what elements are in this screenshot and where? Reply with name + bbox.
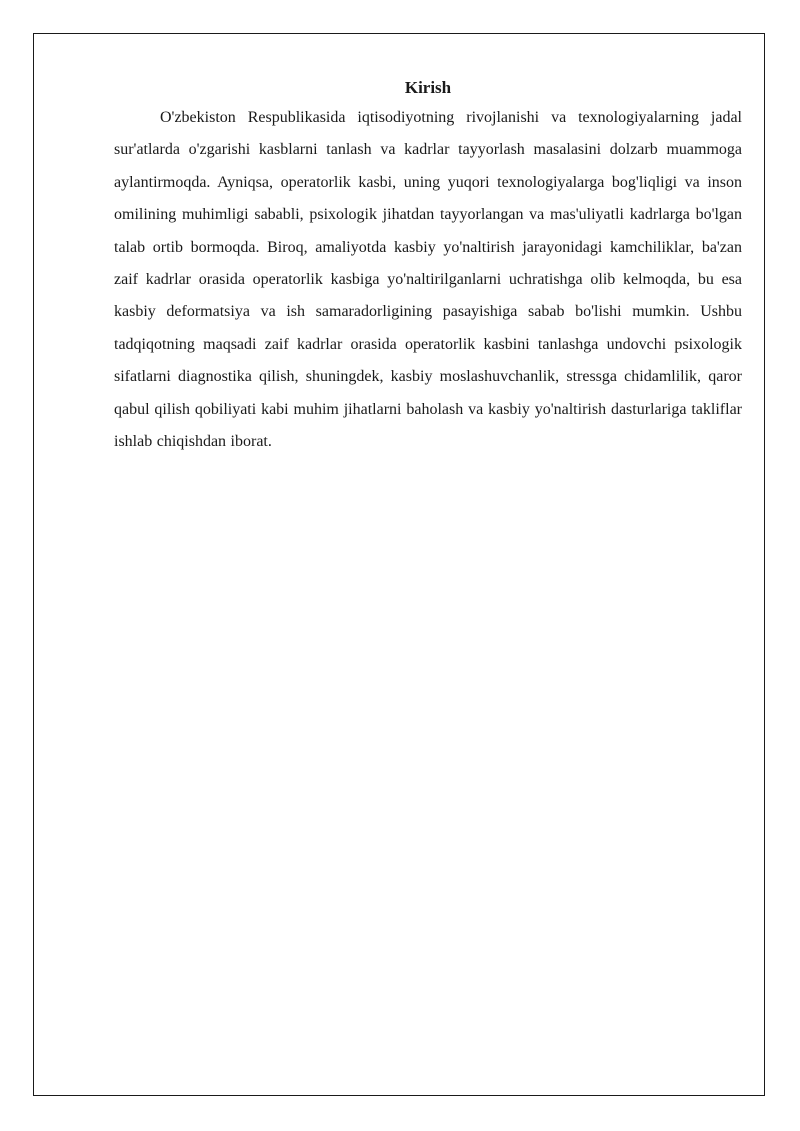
document-content bbox=[114, 74, 742, 458]
introduction-paragraph: O'zbekiston Respublikasida iqtisodiyotning rivojlanishi va texnologiyalarning jadal sur'atlarda o'zgarishi kasblarni tanlash va kadrlar tayyorlash masalasini dolzarb muammoga aylantirmoqda. Ayniqsa, operatorlik kasbi, uning yuqori texnologiyalarga bog'liqligi va inson omilining muhimligi sababli, psixologik jihatdan tayyorlangan va mas'uliyatli kadrlarga bo'lgan talab ortib bormoqda. Biroq, amaliyotda kasbiy yo'naltirish jarayonidagi kamchiliklar, ba'zan zaif kadrlar orasida operatorlik kasbiga yo'naltirilganlarni uchratishga olib kelmoqda, bu esa kasbiy deformatsiya va ish samaradorligining pasayishiga sabab bo'lishi mumkin. Ushbu tadqiqotning maqsadi zaif kadrlar orasida operatorlik kasbini tanlashga undovchi psixologik sifatlarni diagnostika qilish, shuningdek, kasbiy moslashuvchanlik, stressga chidamlilik, qaror qabul qilish qobiliyati kabi muhim jihatlarni baholash va kasbiy yo'naltirish dasturlariga takliflar ishlab chiqishdan iborat. bbox=[114, 109, 742, 451]
section-heading: Kirish bbox=[404, 78, 452, 97]
